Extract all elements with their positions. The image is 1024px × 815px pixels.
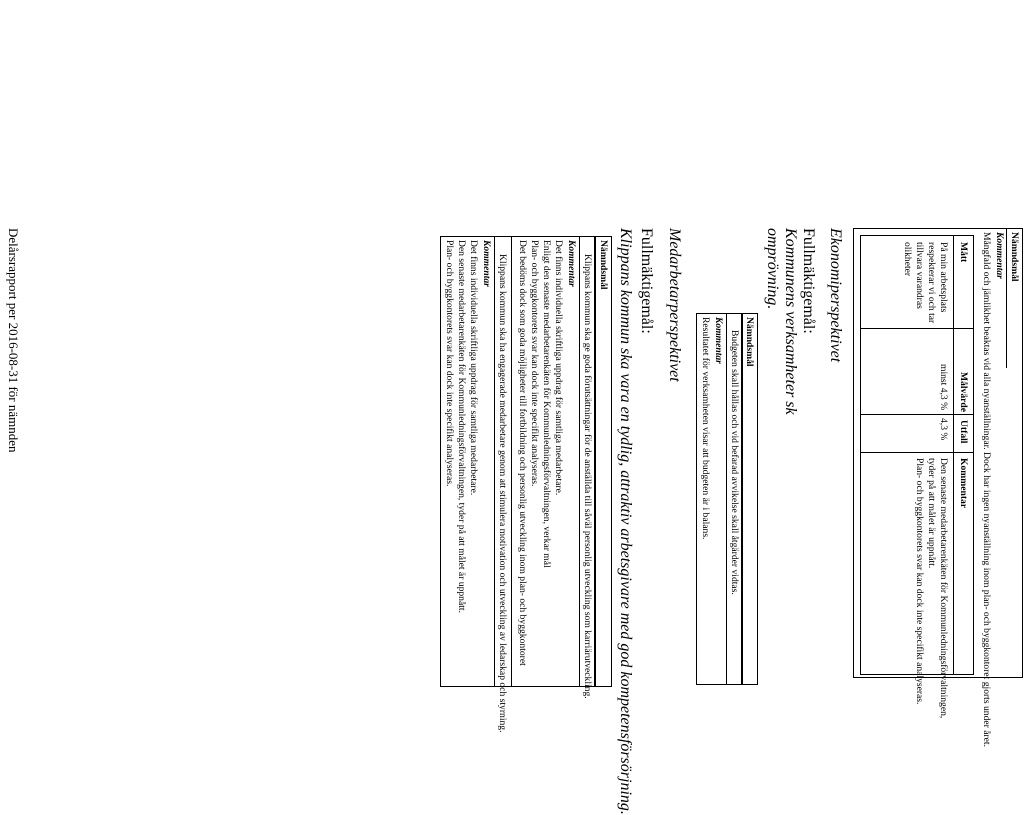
box1-comment-label: Kommentar (994, 232, 1005, 279)
table-header-malvarde: Målvärde (958, 372, 969, 412)
staff-comment-1-line-1: Det finns individuella skriftliga uppdrag för samtliga medarbetare. (553, 240, 564, 496)
measure-line-3: tillvara varandras (914, 242, 925, 309)
staff-comment-1-line-4: Det bedöms dock som goda möjligheter till fortbildning och personlig utveckling inom plan- och byggkontoret (517, 240, 528, 666)
table-header-kommentar: Kommentar (958, 458, 969, 509)
table-comment-3: Plan- och byggkontorets svar kan dock inte specifikt analyseras. (914, 458, 925, 705)
table-header-matt: Mått (958, 242, 969, 263)
table-comment-1: Den senaste medarbetarenkäten för Kommunledningsförvaltningen, (938, 458, 949, 719)
page-footer: Delårsrapport per 2016-08-31 för nämnden (6, 228, 21, 453)
economy-goal-line-1: Kommunens verksamheter sk (782, 228, 799, 415)
economy-comment-label: Kommentar (713, 317, 724, 364)
staff-goal-text: Klippans kommun ska vara en tydlig, attraktiv arbetsgivare med god kompetensförsörjning. (617, 228, 634, 815)
staff-comment-2-line-3: Plan- och byggkontorets svar kan dock inte specifikt analyseras. (444, 240, 455, 487)
staff-comment-label-1: Kommentar (566, 240, 577, 287)
economy-box-heading: Nämndsmål (744, 317, 755, 367)
table-header-utfall: Utfall (958, 420, 969, 444)
staff-goal-2: Klippans kommun ska ha engagerade medarbetare genom att stimulera motivation och utveckling av ledarskap och styrning. (497, 254, 508, 733)
table-comment-2: tyder på att målet är uppnått. (926, 458, 937, 569)
staff-comment-label-2: Kommentar (481, 240, 492, 287)
staff-comment-2-line-2: Den senaste medarbetarenkäten för Kommunledningsförvaltningen, tyder på att målet är uppnått. (456, 240, 467, 613)
economy-goal-line-2: omprövning. (764, 228, 781, 310)
economy-comment-text: Resultatet för verksamheten visar att budgeten är i balans. (700, 317, 711, 540)
staff-box-heading: Nämndsmål (598, 240, 609, 290)
target-value: minst 4,3 % (938, 364, 949, 411)
economy-section-title: Ekonomiperspektivet (827, 228, 844, 363)
measure-line-1: På min arbetsplats (938, 242, 949, 313)
staff-goal-1: Klippans kommun ska ge goda förutsättningar för de anställda till såväl personlig utveckling som karriärutveckling. (582, 254, 593, 699)
economy-box-goal: Budgeten skall hållas och vid befarad avvikelse skall åtgärder vidtas. (729, 330, 740, 595)
box1-comment-text: Mångfald och jämlikhet beaktas vid alla nyanställningar. Dock har ingen nyanställning inom plan- och byggkontoret gjorts under året. (981, 232, 992, 747)
staff-goal-label: Fullmäktigemål: (638, 228, 655, 334)
outcome-value: 4,3 % (938, 418, 949, 441)
measure-line-2: respekterar vi och tar (926, 242, 937, 324)
measure-line-4: olikheter (902, 242, 913, 277)
staff-comment-1-line-2: Enligt den senaste medarbetarenkäten för Kommunledningsförvaltningen, verkar mål (541, 240, 552, 568)
staff-comment-2-line-1: Det finns individuella skriftliga uppdrag för samtliga medarbetare. (468, 240, 479, 496)
economy-goal-label: Fullmäktigemål: (800, 228, 817, 334)
staff-section-title: Medarbetarperspektivet (666, 228, 683, 382)
staff-comment-1-line-3: Plan- och byggkontorets svar kan dock inte specifikt analyseras. (529, 240, 540, 487)
box1-heading: Nämndsmål (1009, 232, 1020, 282)
